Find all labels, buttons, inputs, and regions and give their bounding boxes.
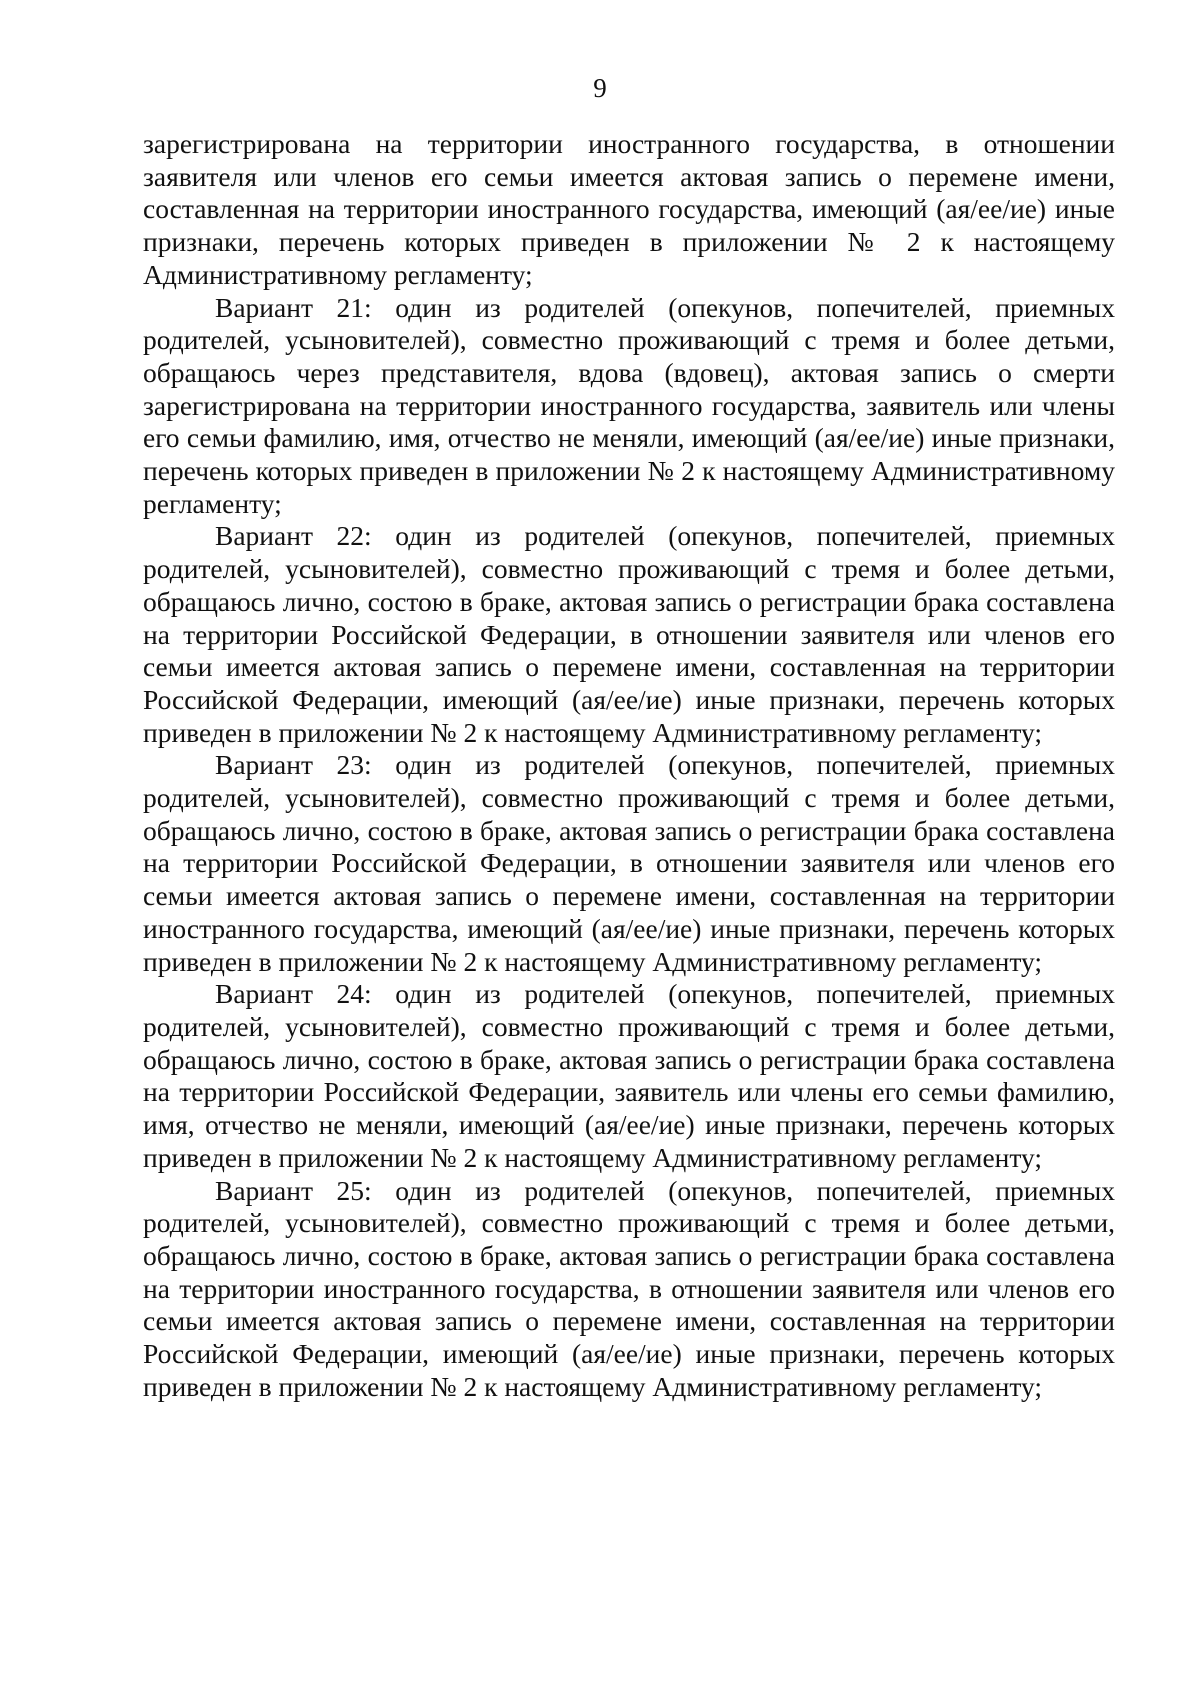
page-number: 9 (593, 73, 607, 103)
paragraph-continuation: зарегистрирована на территории иностранного государства, в отношении заявителя или членов его семьи имеется актовая запись о перемене имени, составленная на территории иностранного государства, имеющий (ая/ее/ие) иные признаки, перечень которых приведен в приложении № 2 к настоящему Административному регламенту; (143, 128, 1115, 290)
paragraph-variant-25: Вариант 25: один из родителей (опекунов, попечителей, приемных родителей, усыновителей), совместно проживающий с тремя и более детьми, обращаюсь лично, состою в браке, актовая запись о регистрации брака составлена на территории иностранного государства, в отношении заявителя или членов его семьи имеется актовая запись о перемене имени, составленная на территории Российской Федерации, имеющий (ая/ее/ие) иные признаки, перечень которых приведен в приложении № 2 к настоящему Административному регламенту; (143, 1174, 1115, 1402)
paragraph-variant-24: Вариант 24: один из родителей (опекунов, попечителей, приемных родителей, усыновителей), совместно проживающий с тремя и более детьми, обращаюсь лично, состою в браке, актовая запись о регистрации брака составлена на территории Российской Федерации, заявитель или члены его семьи фамилию, имя, отчество не меняли, имеющий (ая/ее/ие) иные признаки, перечень которых приведен в приложении № 2 к настоящему Административному регламенту; (143, 978, 1115, 1173)
paragraph-variant-23: Вариант 23: один из родителей (опекунов, попечителей, приемных родителей, усыновителей), совместно проживающий с тремя и более детьми, обращаюсь лично, состою в браке, актовая запись о регистрации брака составлена на территории Российской Федерации, в отношении заявителя или членов его семьи имеется актовая запись о перемене имени, составленная на территории иностранного государства, имеющий (ая/ее/ие) иные признаки, перечень которых приведен в приложении № 2 к настоящему Административному регламенту; (143, 749, 1115, 977)
paragraph-variant-22: Вариант 22: один из родителей (опекунов, попечителей, приемных родителей, усыновителей), совместно проживающий с тремя и более детьми, обращаюсь лично, состою в браке, актовая запись о регистрации брака составлена на территории Российской Федерации, в отношении заявителя или членов его семьи имеется актовая запись о перемене имени, составленная на территории Российской Федерации, имеющий (ая/ее/ие) иные признаки, перечень которых приведен в приложении № 2 к настоящему Административному регламенту; (143, 520, 1115, 748)
document-body (143, 128, 1115, 1403)
paragraph-variant-21: Вариант 21: один из родителей (опекунов, попечителей, приемных родителей, усыновителей), совместно проживающий с тремя и более детьми, обращаюсь через представителя, вдова (вдовец), актовая запись о смерти зарегистрирована на территории иностранного государства, заявитель или члены его семьи фамилию, имя, отчество не меняли, имеющий (ая/ее/ие) иные признаки, перечень которых приведен в приложении № 2 к настоящему Административному регламенту; (143, 291, 1115, 519)
